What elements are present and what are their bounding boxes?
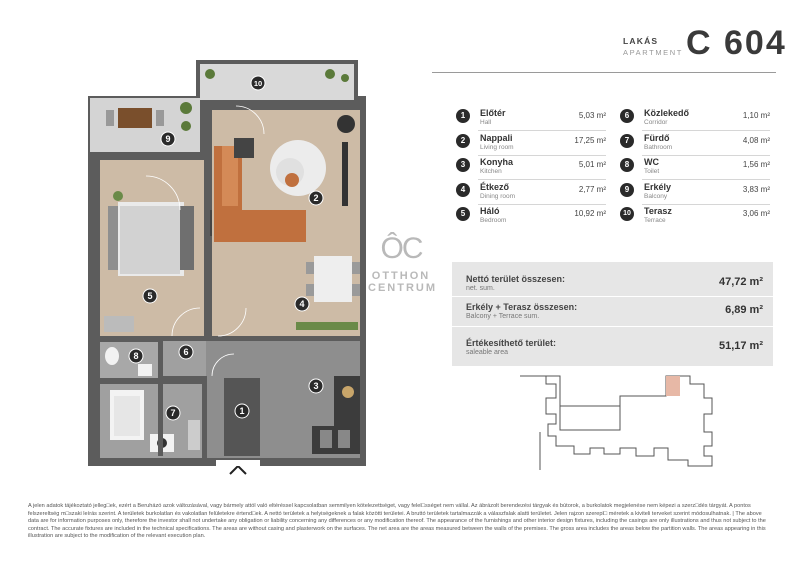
room-name-en: Balcony	[644, 192, 668, 200]
room-number-badge: 8	[620, 158, 634, 172]
apartment-code: C 604	[686, 24, 787, 62]
net-area-row	[466, 274, 763, 304]
room-name: Erkély	[644, 181, 672, 192]
saleable-area-label-en: saleable area	[466, 349, 509, 356]
saleable-area-value: 51,17 m²	[718, 340, 763, 352]
room-name-en: Dining room	[480, 192, 516, 200]
summary-divider	[452, 326, 773, 327]
room-row-kitchen	[456, 155, 606, 179]
room-name: Közlekedő	[644, 108, 690, 118]
plan-label-terrace: 10	[253, 79, 263, 88]
plan-label-balcony: 9	[165, 134, 171, 144]
room-name: Előtér	[480, 108, 506, 118]
plan-label-living: 2	[313, 193, 319, 203]
room-row-hall	[456, 106, 606, 130]
outdoor-area-value: 6,89 m²	[725, 304, 763, 316]
logo-mark: ÔC	[380, 232, 422, 265]
room-row-corridor	[620, 106, 770, 130]
room-number-badge: 1	[456, 109, 470, 123]
plan-label-dining: 4	[299, 299, 305, 309]
plan-label-bedroom: 5	[147, 291, 153, 301]
plan-label-kitchen: 3	[313, 381, 319, 391]
room-area: 1,56 m²	[742, 160, 770, 169]
room-area: 5,03 m²	[578, 111, 606, 120]
entrance-gap	[216, 460, 260, 466]
room-number-badge: 10	[620, 207, 634, 221]
room-name: Terasz	[644, 206, 672, 216]
room-row-bedroom	[456, 204, 606, 228]
room-area: 10,92 m²	[574, 209, 606, 218]
room-number-badge: 2	[456, 134, 470, 148]
room-area: 1,10 m²	[742, 111, 770, 120]
outdoor-area-row	[466, 302, 763, 332]
room-area: 5,01 m²	[578, 160, 606, 169]
room-area: 4,08 m²	[742, 135, 770, 145]
entrance-chevron-icon	[230, 466, 246, 474]
room-name-en: Terrace	[644, 217, 666, 224]
room-name-en: Toilet	[644, 168, 660, 175]
room-name: Fürdő	[644, 132, 670, 143]
locator-highlight-unit	[666, 376, 680, 396]
room-name-en: Bedroom	[480, 217, 507, 224]
room-name-en: Living room	[480, 143, 514, 151]
room-name: Háló	[480, 206, 500, 216]
area-summary-box	[452, 262, 773, 366]
room-number-badge: 6	[620, 109, 634, 123]
plan-label-hall: 1	[239, 406, 245, 416]
room-row-living	[456, 131, 606, 155]
room-area: 3,83 m²	[742, 184, 770, 194]
room-name-en: Corridor	[644, 119, 668, 126]
outdoor-area-label: Erkély + Terasz összesen:	[466, 302, 578, 312]
header-divider	[432, 72, 776, 73]
saleable-area-row	[466, 338, 763, 368]
locator-plan	[520, 376, 712, 470]
plan-label-corridor: 6	[183, 347, 189, 357]
room-name: WC	[644, 157, 659, 167]
room-name-en: Kitchen	[480, 168, 502, 175]
room-row-balcony	[620, 180, 770, 204]
room-area: 2,77 m²	[578, 184, 606, 194]
saleable-area-label: Értékesíthető terület:	[466, 338, 557, 348]
room-row-toilet	[620, 155, 770, 179]
summary-divider	[452, 296, 773, 297]
legal-disclaimer: A jelen adatok tájékoztató jelleg□ek, ezért a Beruházó azok változásával, vagy bármely attól való eltéréssel kapcsolatban semmilyen kötelezettséget, vagy felel□sséget nem vállal. Az ábrázolt berendezési tárgyak és bútorok, a burkolatok megjelenése nem képezi a szerz□dés tárgyát. A pontos felszereltség m□szaki leírás szerint. A területek burkolatlan és vakolatlan felületekre értend□ek. A nettó területek a helyiségeknek a falak közötti területei. A bruttó területek tartalmazzák a válaszfalak alatti területet. Jelen rajzon szerepl□ méretek a kiviteli terveket szerint módosulhatnak. | The above data are for information purposes only, therefore the investor shall not undertake any obligation or liability concerning any differences or any modification thereof. The appearance of the furnishings and other interior design fixtures, including the casings are only illustrations and thus not subject to the contract. The accurate fixtures are included in the technical specifications. The areas are without casing and plasterwork on the surfaces. The net area are the areas measured between the walls of the premises. The gross area includes the areas below the partition walls. The areas appearing in this illustration are subject to the modification of the relevant execution plan.	[28, 503, 766, 540]
plan-label-wc: 8	[133, 351, 139, 361]
room-number-badge: 9	[620, 183, 634, 197]
plan-label-bathroom: 7	[170, 408, 176, 418]
kicker-label: LAKÁS	[623, 36, 659, 46]
room-number-badge: 4	[456, 183, 470, 197]
room-name-en: Bathroom	[644, 143, 673, 151]
room-row-terrace	[620, 204, 770, 228]
room-row-dining	[456, 180, 606, 204]
otthon-centrum-logo	[368, 232, 437, 294]
net-area-label-en: net. sum.	[466, 285, 495, 292]
room-area: 17,25 m²	[574, 135, 606, 145]
apartment-kicker	[623, 36, 683, 57]
room-name: Konyha	[480, 157, 514, 167]
room-name: Nappali	[480, 132, 513, 143]
room-name: Étkező	[480, 181, 510, 192]
logo-word-1: OTTHON	[371, 270, 431, 282]
room-row-bathroom	[620, 131, 770, 155]
net-area-value: 47,72 m²	[718, 276, 763, 288]
net-area-label: Nettó terület összesen:	[466, 274, 566, 284]
room-area: 3,06 m²	[742, 209, 770, 218]
kicker-label-en: APARTMENT	[623, 48, 683, 57]
outdoor-area-label-en: Balcony + Terrace sum.	[466, 313, 540, 320]
room-number-badge: 3	[456, 158, 470, 172]
logo-word-2: CENTRUM	[368, 282, 437, 294]
room-name-en: Hall	[480, 119, 492, 126]
room-number-badge: 5	[456, 207, 470, 221]
room-number-badge: 7	[620, 134, 634, 148]
